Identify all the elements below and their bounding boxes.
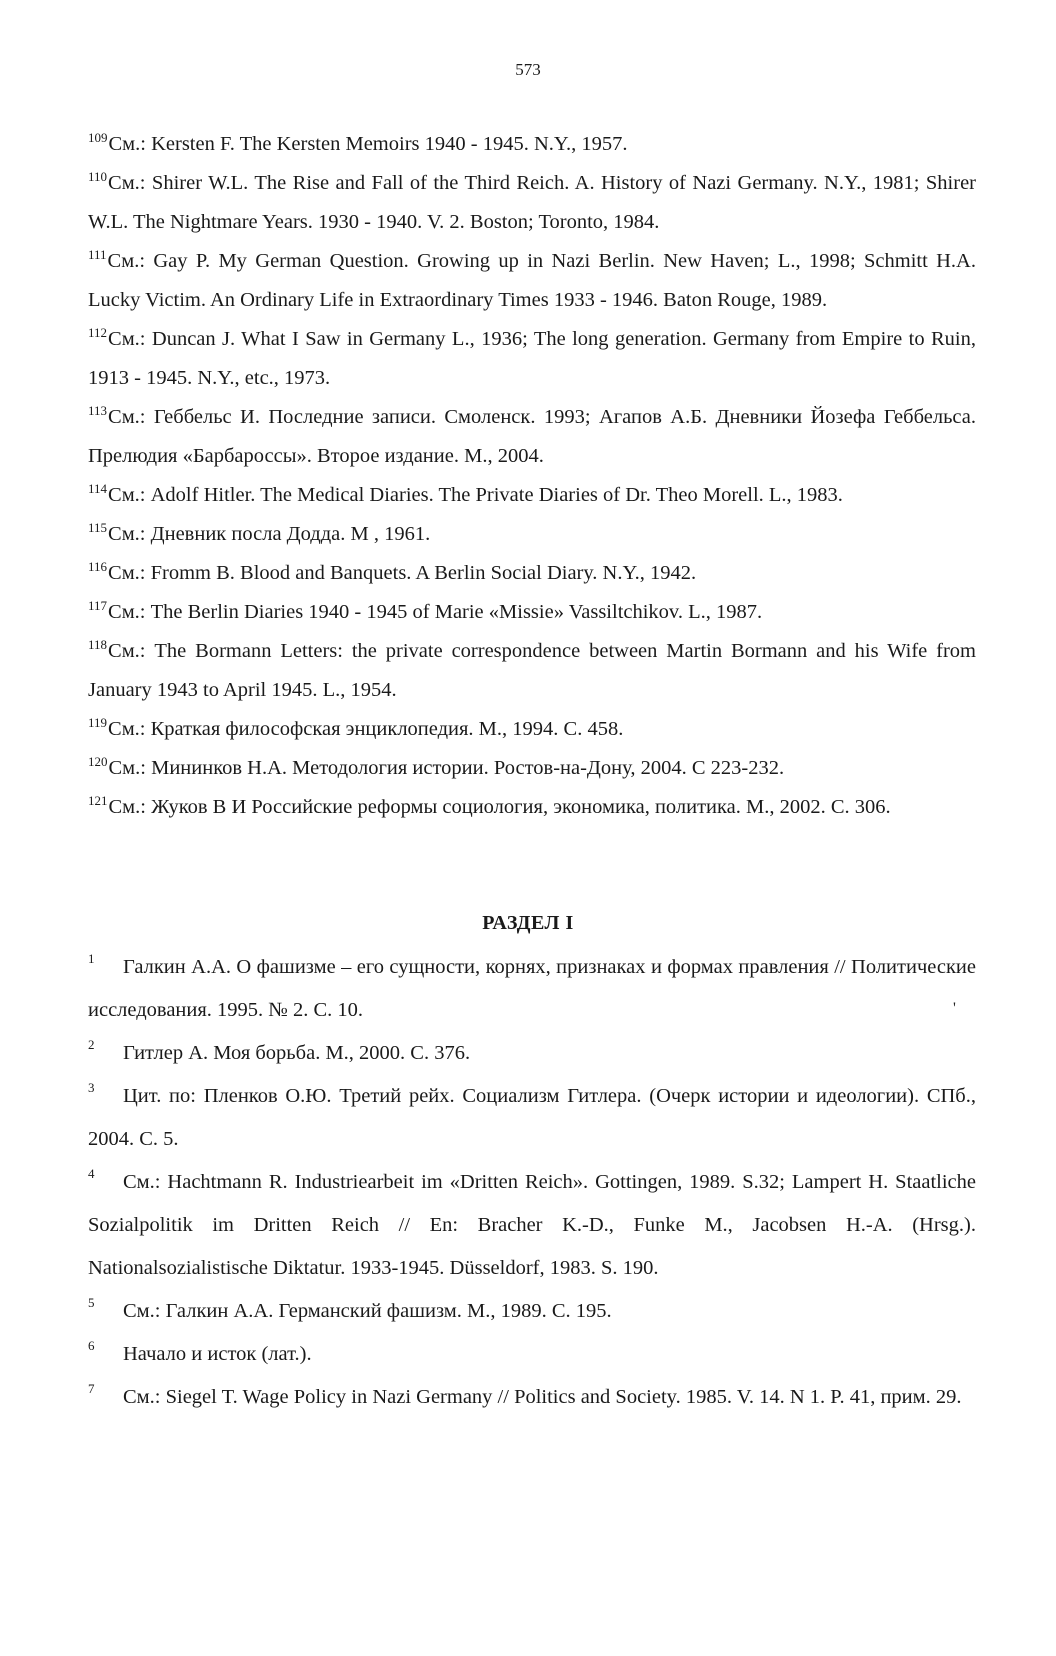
footnote-text: См.: Fromm B. Blood and Banquets. A Berlin Social Diary. N.Y., 1942. <box>108 562 697 584</box>
footnote-text: См.: Краткая философская энциклопедия. М., 1994. С. 458. <box>108 718 624 740</box>
footnote-text: См.: Siegel T. Wage Policy in Nazi Germany // Politics and Society. 1985. V. 14. N 1. P. 41, прим. 29. <box>123 1386 962 1408</box>
footnote-text: Цит. по: Пленков О.Ю. Третий рейх. Социализм Гитлера. (Очерк истории и идеологии). СПб., 2004. С. 5. <box>88 1085 976 1150</box>
footnote-text: См.: Дневник посла Додда. М , 1961. <box>108 523 431 545</box>
footnote-text: См.: Adolf Hitler. The Medical Diaries. The Private Diaries of Dr. Theo Morell. L., 1983. <box>108 484 843 506</box>
footnote-text: См.: Жуков В И Российские реформы социология, экономика, политика. М., 2002. С. 306. <box>108 796 891 818</box>
footnote <box>88 125 976 164</box>
footnote-number: 118 <box>88 637 108 652</box>
footnote-text: Галкин А.А. О фашизме – его сущности, корнях, признаках и формах правления // Политические исследования. 1995. № 2. С. 10. <box>88 956 976 1021</box>
footnote <box>88 242 976 320</box>
section-footnotes <box>88 946 976 1419</box>
footnote <box>88 632 976 710</box>
footnote: $^1$ Галкин А.А. О фашизме – его сущности, корнях, признаках и формах правления // Политические исследования. 1995. № 2. С. 10. <box>88 951 976 1021</box>
footnote <box>88 788 976 827</box>
footnote <box>88 476 976 515</box>
footnote <box>88 164 976 242</box>
footnote-text: См.: The Berlin Diaries 1940 - 1945 of Marie «Missie» Vassiltchikov. L., 1987. <box>108 601 763 623</box>
footnote-number: 114 <box>88 481 108 496</box>
footnote-number: 115 <box>88 520 108 535</box>
footnote-text: См.: Hachtmann R. Industriearbeit im «Dritten Reich». Gottingen, 1989. S.32; Lampert H. Staatliche Sozialpolitik im Dritten Reich // En: Bracher K.-D., Funke M., Jacobsen H.-A. (Hrsg.). Nationalsozialistische Diktatur. 1933-1945. Düsseldorf, 1983. S. 190. <box>88 1171 976 1279</box>
footnote <box>88 554 976 593</box>
footnote-text: Начало и исток (лат.). <box>123 1343 312 1365</box>
footnote-number: 109 <box>88 130 108 145</box>
footnote: $^6$ Начало и исток (лат.). <box>88 1338 312 1365</box>
footnotes-continued <box>88 125 976 827</box>
footnote <box>88 398 976 476</box>
footnote-text: См.: Геббельс И. Последние записи. Смоленск. 1993; Агапов А.Б. Дневники Йозефа Геббельса. Прелюдия «Барбароссы». Второе издание. М., 2004. <box>88 406 976 467</box>
footnote-text: См.: Мининков Н.А. Методология истории. Ростов-на-Дону, 2004. С 223-232. <box>108 757 785 779</box>
section-heading: РАЗДЕЛ I <box>482 912 574 934</box>
footnote-number: 111 <box>88 247 107 262</box>
footnote <box>88 710 976 749</box>
footnote-text: См.: Галкин А.А. Германский фашизм. М., 1989. С. 195. <box>123 1300 612 1322</box>
footnote: $^4$ См.: Hachtmann R. Industriearbeit im «Dritten Reich». Gottingen, 1989. S.32; Lampert H. Staatliche Sozialpolitik im Dritten Reich // En: Bracher K.-D., Funke M., Jacobsen H.-A. (Hrsg.). Nationalsozialistische Diktatur. 1933-1945. Düsseldorf, 1983. S. 190. <box>88 1166 976 1279</box>
footnote: $^7$ См.: Siegel T. Wage Policy in Nazi Germany // Politics and Society. 1985. V. 14. N 1. P. 41, прим. 29. <box>88 1381 962 1408</box>
page-number: 573 <box>515 60 541 79</box>
footnote-text: Гитлер А. Моя борьба. М., 2000. С. 376. <box>123 1042 471 1064</box>
footnote-number: 119 <box>88 715 108 730</box>
stray-mark: ' <box>953 1000 956 1017</box>
footnote-number: 116 <box>88 559 108 574</box>
footnote-number: 117 <box>88 598 108 613</box>
footnote-text: См.: Duncan J. What I Saw in Germany L., 1936; The long generation. Germany from Empire to Ruin, 1913 - 1945. N.Y., etc., 1973. <box>88 328 976 389</box>
footnote-number: 112 <box>88 325 108 340</box>
footnote-text: См.: Kersten F. The Kersten Memoirs 1940 - 1945. N.Y., 1957. <box>108 133 628 155</box>
footnote-number: 121 <box>88 793 108 808</box>
footnote-number: 120 <box>88 754 108 769</box>
footnote-number: 113 <box>88 403 108 418</box>
footnote <box>88 749 976 788</box>
footnote: $^3$ Цит. по: Пленков О.Ю. Третий рейх. Социализм Гитлера. (Очерк истории и идеологии). СПб., 2004. С. 5. <box>88 1080 976 1150</box>
footnote: $^2$ Гитлер А. Моя борьба. М., 2000. С. 376. <box>88 1037 471 1064</box>
footnote-number: 110 <box>88 169 108 184</box>
footnote-text: См.: Gay P. My German Question. Growing up in Nazi Berlin. New Haven; L., 1998; Schmitt H.A. Lucky Victim. An Ordinary Life in Extraordinary Times 1933 - 1946. Baton Rouge, 1989. <box>88 250 976 311</box>
footnote <box>88 320 976 398</box>
footnote <box>88 515 976 554</box>
footnote-text: См.: Shirer W.L. The Rise and Fall of the Third Reich. A. History of Nazi Germany. N.Y., 1981; Shirer W.L. The Nightmare Years. 1930 - 1940. V. 2. Boston; Toronto, 1984. <box>88 172 976 233</box>
footnote: $^5$ См.: Галкин А.А. Германский фашизм. М., 1989. С. 195. <box>88 1295 612 1322</box>
footnote <box>88 593 976 632</box>
footnote-text: См.: The Bormann Letters: the private correspondence between Martin Bormann and his Wife from January 1943 to April 1945. L., 1954. <box>88 640 976 701</box>
